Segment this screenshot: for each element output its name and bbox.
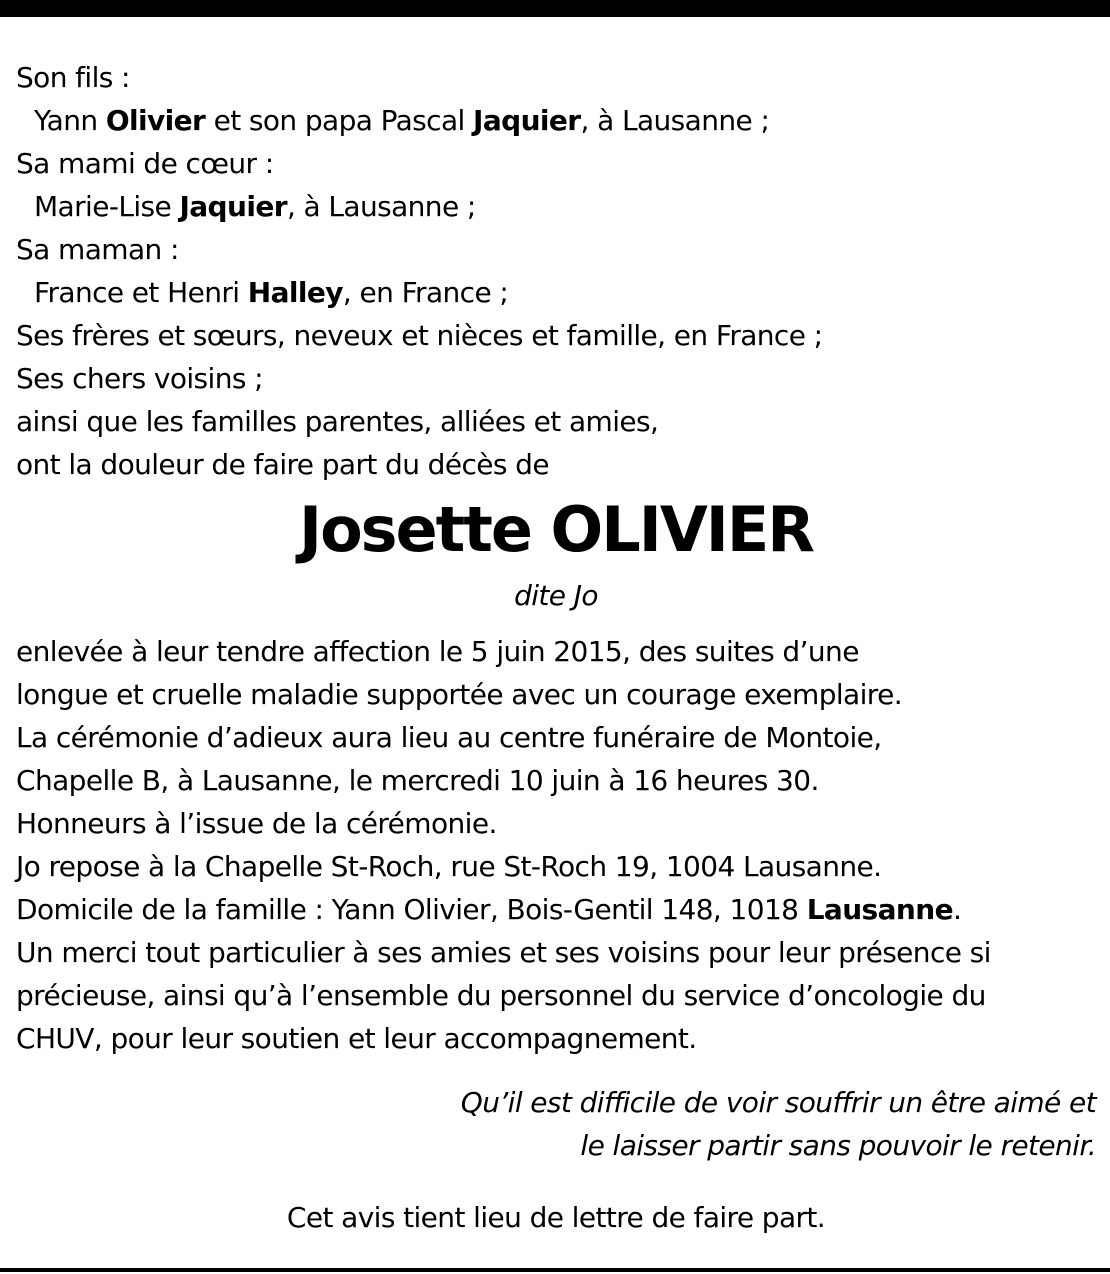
son-line: Yann Olivier et son papa Pascal Jaquier, à Lausanne ; <box>34 104 770 137</box>
family-address-line: Domicile de la famille : Yann Olivier, Bois-Gentil 148, 1018 Lausanne. <box>16 893 962 926</box>
heading-son: Son fils : <box>16 61 130 94</box>
closing-statement: Cet avis tient lieu de lettre de faire part. <box>286 1201 826 1234</box>
body-line-6: Jo repose à la Chapelle St-Roch, rue St-Roch 19, 1004 Lausanne. <box>16 850 882 883</box>
mami-line: Marie-Lise Jaquier, à Lausanne ; <box>34 190 476 223</box>
heading-mami: Sa mami de cœur : <box>16 147 274 180</box>
body-line-2: longue et cruelle maladie supportée avec un courage exemplaire. <box>16 678 903 711</box>
thanks-line-3: CHUV, pour leur soutien et leur accompagnement. <box>16 1022 697 1055</box>
top-border-rule <box>0 0 1110 17</box>
body-line-1: enlevée à leur tendre affection le 5 juin 2015, des suites d’une <box>16 635 859 668</box>
maman-line: France et Henri Halley, en France ; <box>34 276 509 309</box>
bottom-border-rule <box>0 1268 1110 1272</box>
quote-line-2: le laisser partir sans pouvoir le retenir. <box>580 1129 1096 1162</box>
thanks-line-1: Un merci tout particulier à ses amies et ses voisins pour leur présence si <box>16 936 991 969</box>
body-line-3: La cérémonie d’adieux aura lieu au centre funéraire de Montoie, <box>16 721 882 754</box>
quote-line-1: Qu’il est difficile de voir souffrir un être aimé et <box>460 1086 1096 1119</box>
body-line-5: Honneurs à l’issue de la cérémonie. <box>16 807 497 840</box>
deceased-name: Josette OLIVIER <box>299 493 813 566</box>
heading-maman: Sa maman : <box>16 233 179 266</box>
deceased-alias: dite Jo <box>514 579 598 612</box>
neighbours-line: Ses chers voisins ; <box>16 362 263 395</box>
thanks-line-2: précieuse, ainsi qu’à l’ensemble du personnel du service d’oncologie du <box>16 979 986 1012</box>
body-line-4: Chapelle B, à Lausanne, le mercredi 10 juin à 16 heures 30. <box>16 764 819 797</box>
announcement-line: ont la douleur de faire part du décès de <box>16 448 549 481</box>
siblings-line: Ses frères et sœurs, neveux et nièces et famille, en France ; <box>16 319 823 352</box>
families-line: ainsi que les familles parentes, alliées et amies, <box>16 405 659 438</box>
